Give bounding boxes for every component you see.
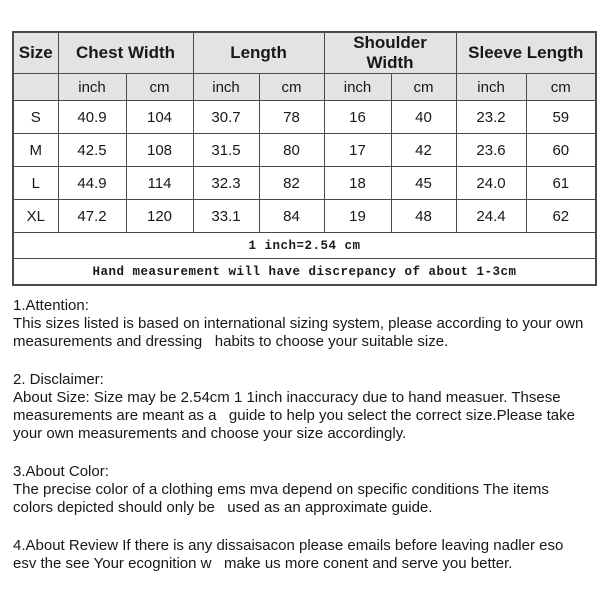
unit-cell-chest-inch: inch	[58, 74, 126, 101]
note-measurement-text: Hand measurement will have discrepancy of about 1-3cm	[13, 259, 596, 286]
value-cell: 24.4	[456, 200, 526, 233]
value-cell: 80	[259, 134, 324, 167]
unit-cell-blank	[13, 74, 58, 101]
size-label: XL	[13, 200, 58, 233]
value-cell: 23.6	[456, 134, 526, 167]
value-cell: 78	[259, 101, 324, 134]
col-header-shoulder-width: Shoulder Width	[324, 32, 456, 74]
table-row-s	[13, 101, 596, 134]
table-row-xl	[13, 200, 596, 233]
value-cell: 24.0	[456, 167, 526, 200]
size-table	[12, 31, 597, 286]
value-cell: 17	[324, 134, 391, 167]
unit-cell-sleeve-cm: cm	[526, 74, 596, 101]
value-cell: 82	[259, 167, 324, 200]
section-attention-title: 1.Attention:	[13, 297, 89, 314]
value-cell: 60	[526, 134, 596, 167]
value-cell: 44.9	[58, 167, 126, 200]
section-about-review-body: 4.About Review If there is any dissaisacon please emails before leaving nadler eso esv the see Your ecognition w make us more conent and serve you better.	[13, 537, 568, 572]
value-cell: 23.2	[456, 101, 526, 134]
value-cell: 120	[126, 200, 193, 233]
section-attention-body: This sizes listed is based on international sizing system, please according to your own measurements and dressing habits to choose your suitable size.	[13, 315, 588, 350]
value-cell: 114	[126, 167, 193, 200]
value-cell: 16	[324, 101, 391, 134]
table-row-m	[13, 134, 596, 167]
section-attention	[13, 297, 586, 351]
table-note-conversion-row	[13, 233, 596, 259]
unit-cell-length-inch: inch	[193, 74, 259, 101]
value-cell: 40.9	[58, 101, 126, 134]
value-cell: 42	[391, 134, 456, 167]
notes-area	[13, 297, 586, 573]
size-label: L	[13, 167, 58, 200]
value-cell: 45	[391, 167, 456, 200]
col-header-chest-width: Chest Width	[58, 32, 193, 74]
value-cell: 33.1	[193, 200, 259, 233]
value-cell: 42.5	[58, 134, 126, 167]
value-cell: 61	[526, 167, 596, 200]
section-about-color	[13, 463, 586, 517]
value-cell: 59	[526, 101, 596, 134]
value-cell: 62	[526, 200, 596, 233]
value-cell: 104	[126, 101, 193, 134]
table-header-row	[13, 32, 596, 74]
unit-cell-sleeve-inch: inch	[456, 74, 526, 101]
col-header-length: Length	[193, 32, 324, 74]
table-note-measurement-row	[13, 259, 596, 286]
size-label: M	[13, 134, 58, 167]
table-row-l	[13, 167, 596, 200]
value-cell: 48	[391, 200, 456, 233]
section-about-color-body: The precise color of a clothing ems mva depend on specific conditions The items colors depicted should only be used as an approximate guide.	[13, 481, 554, 516]
section-disclaimer-title: 2. Disclaimer:	[13, 371, 104, 388]
value-cell: 47.2	[58, 200, 126, 233]
value-cell: 108	[126, 134, 193, 167]
value-cell: 19	[324, 200, 391, 233]
unit-cell-shoulder-inch: inch	[324, 74, 391, 101]
table-unit-row	[13, 74, 596, 101]
col-header-sleeve-length: Sleeve Length	[456, 32, 596, 74]
value-cell: 32.3	[193, 167, 259, 200]
section-about-review	[13, 537, 586, 573]
value-cell: 30.7	[193, 101, 259, 134]
value-cell: 18	[324, 167, 391, 200]
section-disclaimer	[13, 371, 586, 443]
unit-cell-length-cm: cm	[259, 74, 324, 101]
section-disclaimer-body: About Size: Size may be 2.54cm 1 1inch inaccuracy due to hand measuer. Thsese measurements are meant as a guide to help you select the correct size.Please take your own measurements and choose your size accordingly.	[13, 389, 580, 442]
col-header-size: Size	[13, 32, 58, 74]
value-cell: 40	[391, 101, 456, 134]
unit-cell-chest-cm: cm	[126, 74, 193, 101]
value-cell: 31.5	[193, 134, 259, 167]
value-cell: 84	[259, 200, 324, 233]
size-label: S	[13, 101, 58, 134]
section-about-color-title: 3.About Color:	[13, 463, 109, 480]
note-conversion-text: 1 inch=2.54 cm	[13, 233, 596, 259]
unit-cell-shoulder-cm: cm	[391, 74, 456, 101]
